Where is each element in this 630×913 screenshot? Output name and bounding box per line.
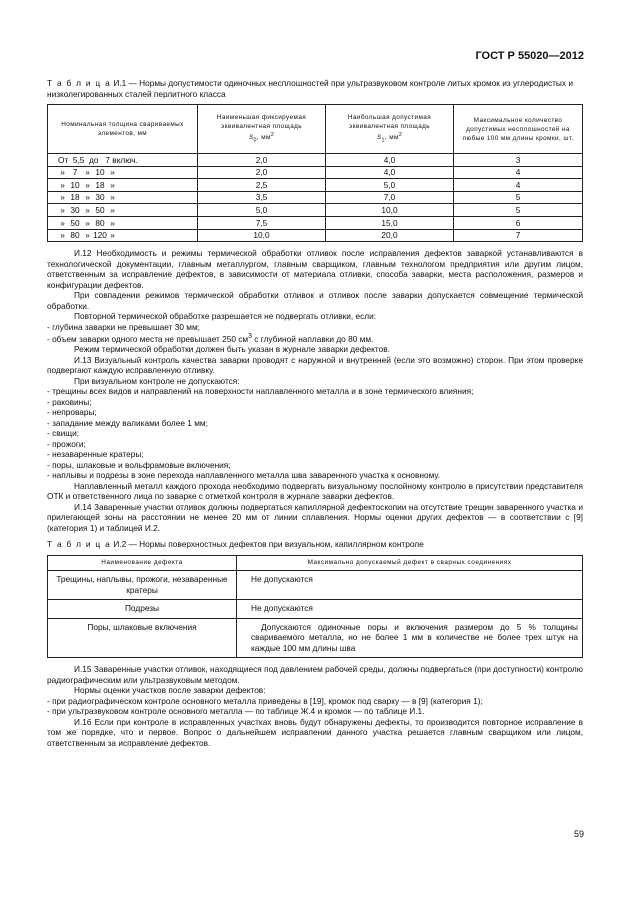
paragraph: Нормы оценки участков после заварки дефектов: — [74, 685, 266, 696]
paragraph: Наплавленный металл каждого прохода необходимо подвергать визуальному послойному контролю в присутствии представителя ОТК и ответственного лица по заварке с отметкой контроля в журнале заварки дефектов. — [47, 480, 583, 502]
list-item: - незаваренные кратеры; — [47, 449, 144, 460]
list-item: - прожоги; — [47, 438, 86, 449]
list-item: - при ультразвуковом контроле основного металла — по таблице Ж.4 и кромок — по таблице И.1. — [47, 706, 425, 717]
table2-header-defect-name: Наименование дефекта — [48, 555, 237, 571]
table1-header-thickness: Номинальная толщина свариваемых элементов, мм — [48, 105, 198, 154]
table-row: Трещины, наплывы, прожоги, незаваренные кратеры Не допускаются — [48, 571, 583, 600]
table2-caption: Т а б л и ц а И.2 — Нормы поверхностных дефектов при визуальном, капиллярном контроле — [47, 539, 424, 550]
paragraph: При визуальном контроле не допускаются: — [74, 375, 240, 386]
table1-header-row — [48, 105, 583, 154]
paragraph-i12: И.12 Необходимость и режимы термической обработки отливок после исправления дефектов заваркой устанавливаются в технологической документации, главным металлургом, главным сварщиком, главным технологом предприятия или другим лицом, ответственным за исправление дефектов, в зависимости от материала отливки, способа заварки, места расположения, размеров и конфигурации дефектов. — [47, 248, 583, 290]
list-item: - наплывы и подрезы в зоне перехода наплавленного металла шва заваренного участка к основному. — [47, 470, 441, 481]
table-row: » 30 » 50 » 5,0 10,0 5 — [48, 204, 583, 217]
paragraph-i14: И.14 Заваренные участки отливок должны подвергаться капиллярной дефектоскопии на отсутствие трещин заваренного участка и прилегающей зоны на расстоянии не менее 20 мм от линии сплавления. Нормы оценки других дефектов — в соответствии с [9] (категория 1) и таблицей И.2. — [47, 501, 583, 533]
list-item: - объем заварки одного места не превышает 250 $см^3$ с глубиной наплавки до 80 мм. — [47, 333, 374, 344]
table-row: » 10 » 18 » 2,5 5,0 4 — [48, 179, 583, 192]
table-row: От 5,5 до 7 включ. 2,0 4,0 3 — [48, 154, 583, 167]
paragraph: Повторной термической обработке разрешается не подвергать отливки, если: — [74, 311, 377, 322]
table1-header-max-area: Наибольшая допустимая эквивалентная площадь $S_1$, $мм^2$ — [326, 105, 454, 154]
paragraph-i13: И.13 Визуальный контроль качества заварки проводят с наружной и внутренней (если это возможно) сторон. При этом проверке подвергают каждую исправленную отливку. — [47, 354, 583, 376]
table1-header-max-count: Максимальное количество допустимых несплошностей на любые 100 мм длины кромки, шт. — [454, 105, 583, 154]
list-item: - непровары; — [47, 407, 97, 418]
standard-code: ГОСТ Р 55020—2012 — [475, 50, 584, 62]
list-item: - трещины всех видов и направлений на поверхности наплавленного металла и в зоне термического влияния; — [47, 386, 474, 397]
list-item: - поры, шлаковые и вольфрамовые включения; — [47, 459, 231, 470]
table1 — [47, 104, 583, 242]
table2-header-row — [48, 555, 583, 571]
list-item: - западание между валиками более 1 мм; — [47, 417, 208, 428]
table2 — [47, 555, 583, 659]
list-item: - раковины; — [47, 396, 92, 407]
table-row: » 50 » 80 » 7,5 15,0 6 — [48, 216, 583, 229]
table2-header-max-defect: Максимально допускаемый дефект в сварных соединениях — [237, 555, 583, 571]
list-item: - глубина заварки не превышает 30 мм; — [47, 321, 200, 332]
paragraph: Режим термической обработки должен быть указан в журнале заварки дефектов. — [74, 344, 390, 355]
table-row: Поры, шлаковые включения Допускаются одиночные поры и включения размером до 5 % толщины свариваемого металла, но не более 1 мм в количестве не более трех штук на каждые 100 мм длины шва — [48, 618, 583, 658]
table-row: Подрезы Не допускаются — [48, 600, 583, 619]
table-row: » 80 » 120 » 10,0 20,0 7 — [48, 229, 583, 242]
paragraph: При совпадении режимов термической обработки отливок и отливок после заварки допускается совмещение термической обработки. — [47, 290, 583, 311]
page-content — [47, 78, 583, 748]
paragraph-i16: И.16 Если при контроле в исправленных участках вновь будут обнаружены дефекты, то производится повторное исправление в том же порядке, что и первое. Вопрос о дальнейшем исправлении данного участка решается главным сварщиком или лицом, ответственным за исправление дефектов. — [47, 716, 583, 748]
list-item: - при радиографическом контроле основного металла приведены в [19], кромок под сварку — в [9] (категория 1); — [47, 695, 483, 706]
table-row: » 7 » 10 » 2,0 4,0 4 — [48, 166, 583, 179]
list-item: - свищи; — [47, 428, 80, 439]
table1-header-min-area: Наименьшая фиксируемая эквивалентная площадь $S_0$, $мм^2$ — [198, 105, 326, 154]
page-number: 59 — [573, 829, 584, 839]
table-row: » 18 » 30 » 3,5 7,0 5 — [48, 191, 583, 204]
paragraph-i15: И.15 Заваренные участки отливок, находящиеся под давлением рабочей среды, должны подвергаться (при доступности) контролю радиографическим или ультразвуковым методом. — [47, 664, 583, 685]
table1-caption: Т а б л и ц а И.1 — Нормы допустимости одиночных несплошностей при ультразвуковом контроле литых кромок из углеродистых и низколегированных сталей перлитного класса — [47, 78, 573, 99]
